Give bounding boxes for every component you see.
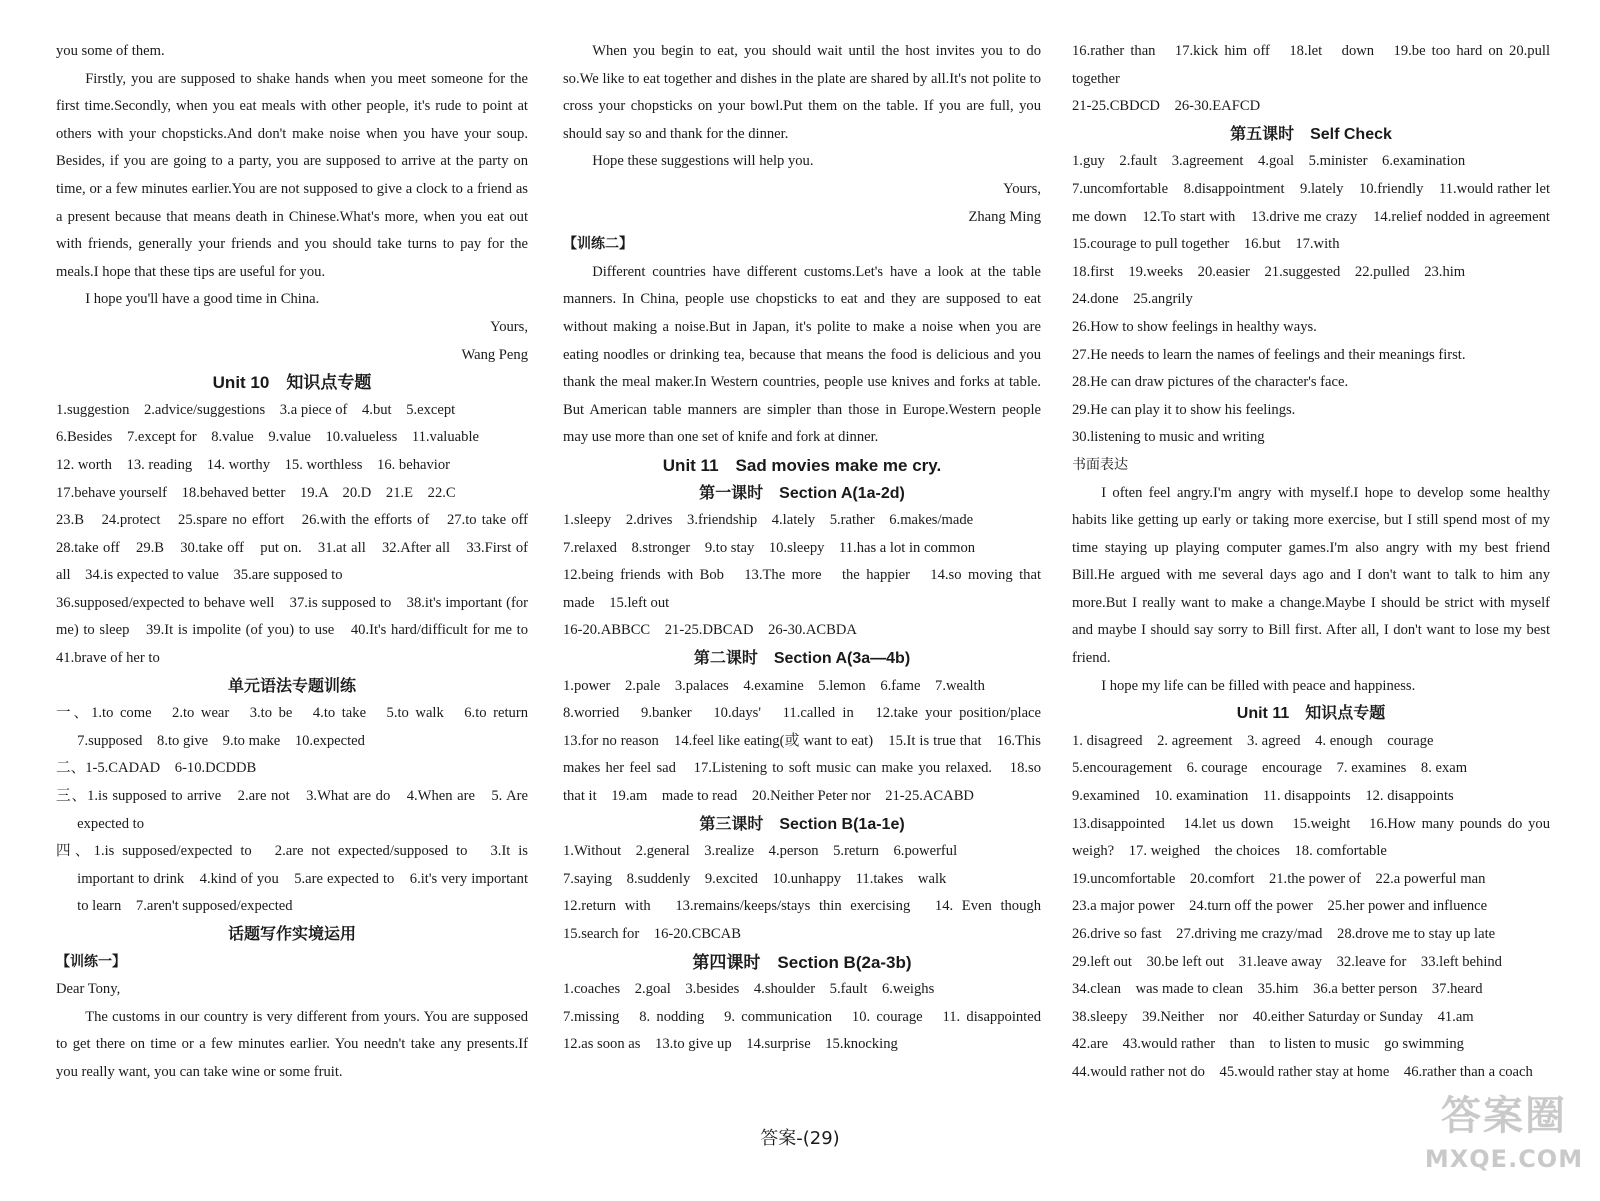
answer-column-1 — [56, 38, 543, 1087]
training-one-label: 【训练一】 — [56, 953, 126, 970]
answer-line: 7.saying 8.suddenly 9.excited 10.unhappy 11.takes walk — [563, 870, 947, 887]
answer-line: 1.sleepy 2.drives 3.friendship 4.lately 5.rather 6.makes/made — [563, 512, 974, 529]
answer-line: 1. disagreed 2. agreement 3. agreed 4. enough courage — [1072, 732, 1434, 749]
lesson5-heading: 第五课时 Self Check — [1230, 125, 1392, 143]
answer-line: 27.He needs to learn the names of feelings and their meanings first. — [1072, 346, 1466, 363]
answer-line: 6.Besides 7.except for 8.value 9.value 10.valueless 11.valuable — [56, 429, 479, 446]
answer-line: 三、1.is supposed to arrive 2.are not 3.What are do 4.When are 5. Are expected to — [56, 788, 543, 832]
watermark-text: 答案圈 — [1441, 1093, 1567, 1139]
training-two-paragraph: Different countries have different customs.Let's have a look at the table manners. In China, people use chopsticks to eat and they are supposed to eat without making a noise.But in Japan, it's polite to make a noise when you are eating noodles or drinking tea, because that means the food is delicious and you thank the meal maker.In Western countries, people use knives and forks at table. But American table manners are simpler than those in Europe.Western people may use more than one set of knife and fork at dinner. — [563, 263, 1041, 446]
answer-line: 一、1.to come 2.to wear 3.to be 4.to take 5.to walk 6.to return 7.supposed 8.to give 9.to make 10.expected — [56, 705, 543, 749]
lesson3-heading: 第三课时 Section B(1a-1e) — [699, 815, 905, 833]
answer-line: 7.relaxed 8.stronger 9.to stay 10.sleepy 11.has a lot in common — [563, 539, 976, 556]
page-number: 答案-(29) — [760, 1128, 840, 1149]
answer-line: 四、1.is supposed/expected to 2.are not expected/supposed to 3.It is important to drink 4.kind of you 5.are expected to 6.it's very important to learn 7.aren't supposed/expected — [56, 843, 528, 915]
answer-line: 12. worth 13. reading 14. worthy 15. worthless 16. behavior — [56, 456, 450, 473]
answer-line: 23.a major power 24.turn off the power 25.her power and influence — [1072, 898, 1488, 915]
answer-line: 26.How to show feelings in healthy ways. — [1072, 318, 1317, 335]
unit10-heading: Unit 10 知识点专题 — [212, 373, 372, 393]
answer-line: 8.worried 9.banker 10.days' 11.called in 12.take your position/place 13.for no reason 14.feel like eating(或 want to eat) 15.It is true that 16.This makes her feel sad 17.Listening to soft music can make you relaxed. 18.so that it 19.am made to read 20.Neither Peter nor 21-25.ACABD — [563, 705, 1056, 805]
answer-line: 7.missing 8. nodding 9. communication 10. courage 11. disappointed 12.as soon as 13.to give up 14.surprise 15.knocking — [563, 1008, 1056, 1053]
writing-heading: 话题写作实境运用 — [227, 926, 356, 943]
lesson4-heading: 第四课时 Section B(2a-3b) — [692, 952, 912, 972]
answer-line: 16-20.ABBCC 21-25.DBCAD 26-30.ACBDA — [563, 622, 857, 639]
answer-line: 1.suggestion 2.advice/suggestions 3.a piece of 4.but 5.except — [56, 401, 456, 418]
answer-line: 18.first 19.weeks 20.easier 21.suggested 22.pulled 23.him — [1072, 263, 1466, 280]
writing-paragraph: I hope my life can be filled with peace and happiness. — [1101, 677, 1416, 694]
letter1-signature: Wang Peng — [461, 346, 528, 363]
answer-line: 42.are 43.would rather than to listen to music go swimming — [1072, 1036, 1464, 1053]
answer-line: 12.return with 13.remains/keeps/stays thin exercising 14. Even though 15.search for 16-20.CBCAB — [563, 898, 1056, 942]
answer-line: 1.power 2.pale 3.palaces 4.examine 5.lemon 6.fame 7.wealth — [563, 677, 985, 694]
answer-line: 13.disappointed 14.let us down 15.weight 16.How many pounds do you weigh? 17. weighed the choices 18. comfortable — [1072, 815, 1550, 860]
answer-line: 二、1-5.CADAD 6-10.DCDDB — [56, 760, 257, 777]
lesson1-heading: 第一课时 Section A(1a-2d) — [699, 484, 905, 502]
answer-line: 24.done 25.angrily — [1072, 291, 1193, 308]
answer-line: 28.He can draw pictures of the character's face. — [1072, 374, 1349, 391]
answer-column-3 — [1072, 38, 1565, 1087]
watermark-logo — [1418, 1088, 1590, 1196]
answer-line: 26.drive so fast 27.driving me crazy/mad 28.drove me to stay up late — [1072, 926, 1496, 942]
letter2-closing: Yours, — [1003, 180, 1041, 197]
answer-line: 9.examined 10. examination 11. disappoints 12. disappoints — [1072, 788, 1454, 805]
unit11-heading: Unit 11 Sad movies make me cry. — [662, 455, 942, 475]
answer-line: 5.encouragement 6. courage encourage 7. examines 8. exam — [1072, 760, 1468, 777]
answer-line: 17.behave yourself 18.behaved better 19.A 20.D 21.E 22.C — [56, 484, 456, 501]
writing-paragraph: I often feel angry.I'm angry with myself.I hope to develop some healthy habits like getting up early or taking more exercise, but I still spend most of my time staying up playing computer games.I'm also angry with my best friend Bill.He argued with me several days ago and I don't want to talk to him any more.But I really want to make a change.Maybe I should be strict with myself and maybe I should say sorry to Bill first. After all, I don't want to lose my best friend. — [1072, 484, 1550, 667]
letter1-line: you some of them. — [56, 43, 165, 59]
lesson2-heading: 第二课时 Section A(3a—4b) — [693, 650, 911, 668]
letter1-paragraph: I hope you'll have a good time in China. — [85, 291, 320, 308]
letter2-salutation: Dear Tony, — [56, 981, 121, 998]
training-two-label: 【训练二】 — [563, 236, 633, 253]
answer-line: 29.left out 30.be left out 31.leave away 32.leave for 33.left behind — [1072, 953, 1502, 970]
answer-line: 21-25.CBDCD 26-30.EAFCD — [1072, 98, 1261, 115]
answer-line: 34.clean was made to clean 35.him 36.a better person 37.heard — [1072, 981, 1483, 998]
letter2-paragraph: When you begin to eat, you should wait until the host invites you to do so.We like to eat together and dishes in the plate are shared by all.It's not polite to cross your chopsticks on your bowl.Put them on the table. If you are full, you should say so and thank for the dinner. — [563, 43, 1041, 142]
answer-line: 12.being friends with Bob 13.The more the happier 14.so moving that made 15.left out — [563, 567, 1056, 611]
letter2-signature: Zhang Ming — [968, 208, 1041, 225]
letter2-paragraph: The customs in our country is very different from yours. You are supposed to get there on time or a few minutes earlier. You needn't take any presents.If you really want, you can take wine or some fruit. — [56, 1008, 528, 1080]
answer-line: 1.coaches 2.goal 3.besides 4.shoulder 5.fault 6.weighs — [563, 981, 935, 998]
answer-line: 19.uncomfortable 20.comfort 21.the power of 22.a powerful man — [1072, 870, 1486, 887]
grammar-heading: 单元语法专题训练 — [227, 677, 356, 695]
writing-label: 书面表达 — [1072, 456, 1128, 473]
answer-line: 38.sleepy 39.Neither nor 40.either Saturday or Sunday 41.am — [1072, 1008, 1474, 1025]
answer-line: 23.B 24.protect 25.spare no effort 26.with the efforts of 27.to take off 28.take off 29.B 30.take off put on. 31.at all 32.After all 33.First of all 34.is expected to value 35.are supposed to — [56, 512, 543, 584]
watermark-url: MXQE.COM — [1424, 1145, 1584, 1173]
answer-line: 30.listening to music and writing — [1072, 429, 1265, 446]
answer-line: 29.He can play it to show his feelings. — [1072, 401, 1296, 418]
unit11-knowledge-heading: Unit 11 知识点专题 — [1236, 705, 1386, 723]
letter1-closing: Yours, — [490, 318, 528, 335]
answer-line: 44.would rather not do 45.would rather stay at home 46.rather than a coach — [1072, 1063, 1533, 1080]
answer-line: 1.Without 2.general 3.realize 4.person 5.return 6.powerful — [563, 843, 958, 860]
answer-line: 1.guy 2.fault 3.agreement 4.goal 5.minister 6.examination — [1072, 153, 1466, 170]
letter1-paragraph: Firstly, you are supposed to shake hands when you meet someone for the first time.Secondly, when you eat meals with other people, it's rude to point at others with your chopsticks.And don't make noise when you have your soup. Besides, if you are going to a party, you are supposed to arrive at the party on time, or a few minutes earlier.You are not supposed to give a clock to a friend as a present because that means death in Chinese.What's more, when you eat out with friends, generally your friends and you should take turns to pay for the meals.I hope that these tips are useful for you. — [56, 70, 528, 280]
letter2-paragraph: Hope these suggestions will help you. — [592, 153, 814, 170]
answer-line: 16.rather than 17.kick him off 18.let down 19.be too hard on 20.pull together — [1072, 43, 1550, 87]
answer-line: 7.uncomfortable 8.disappointment 9.lately 10.friendly 11.would rather let me down 12.To start with 13.drive me crazy 14.relief nodded in agreement 15.courage to pull together 16.but 17.with — [1072, 180, 1565, 253]
answer-line: 36.supposed/expected to behave well 37.is supposed to 38.it's important (for me) to sleep 39.It is impolite (of you) to use 40.It's hard/difficult for me to 41.brave of her to — [56, 594, 543, 667]
answer-column-2 — [563, 38, 1056, 1059]
